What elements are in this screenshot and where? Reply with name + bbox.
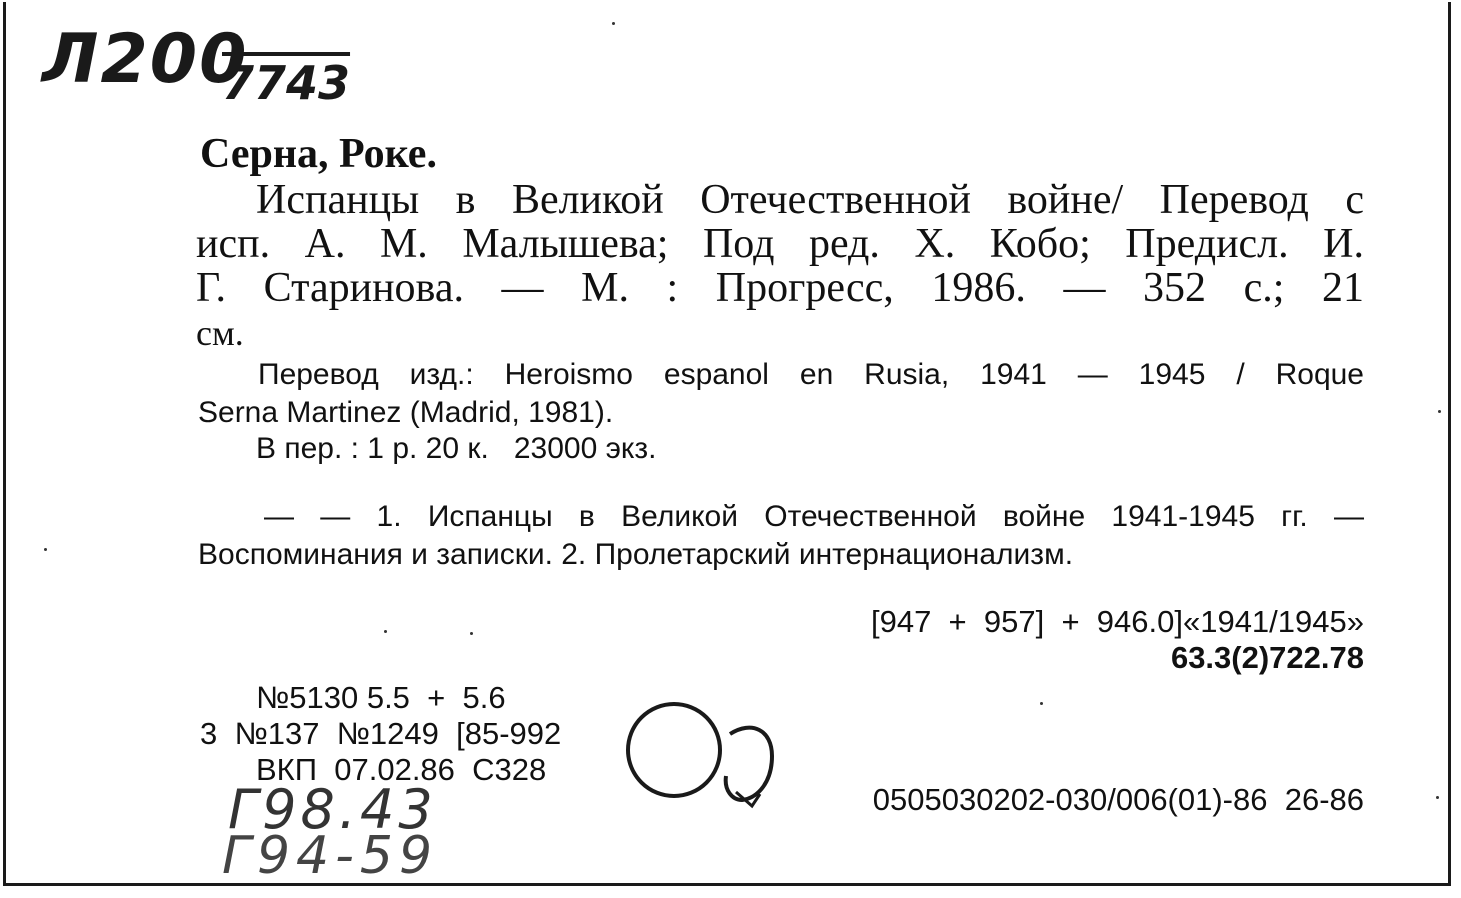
dust-speck xyxy=(384,630,387,633)
author-heading: Серна, Роке. xyxy=(200,131,437,177)
title-line-1: Испанцы в Великой Отечественной войне/ Перевод с xyxy=(256,177,1364,223)
code-line-2: 3 №137 №1249 [85-992 xyxy=(200,716,562,751)
dust-speck xyxy=(44,548,47,551)
classification-bbk: 63.3(2)722.78 xyxy=(1170,640,1364,675)
handwritten-shelf-number: 7743 xyxy=(222,56,351,110)
dust-speck xyxy=(1438,410,1441,413)
title-line-2: исп. А. М. Малышева; Под ред. Х. Кобо; Предисл. И. xyxy=(196,221,1364,267)
title-line-3: Г. Старинова. — М. : Прогресс, 1986. — 352 с.; 21 xyxy=(196,265,1364,311)
original-title-line-1: Перевод изд.: Heroismo espanol en Rusia, 1941 — 1945 / Roque xyxy=(258,358,1364,391)
subject-line-2: Воспоминания и записки. 2. Пролетарский интернационализм. xyxy=(198,538,1074,571)
handwritten-number-2: Г94-59 xyxy=(222,826,439,886)
dust-speck xyxy=(612,22,615,25)
title-line-4: см. xyxy=(196,313,244,353)
hand-drawn-loop-mark xyxy=(612,690,792,820)
price-line: В пер. : 1 р. 20 к. 23000 экз. xyxy=(256,432,657,465)
dust-speck xyxy=(470,632,473,635)
classification-udc: [947 + 957] + 946.0]«1941/1945» xyxy=(871,604,1364,639)
original-title-line-2: Serna Martinez (Madrid, 1981). xyxy=(198,396,614,429)
subject-line-1: — — 1. Испанцы в Великой Отечественной войне 1941-1945 гг. — xyxy=(264,500,1364,533)
handwritten-shelf-mark: Л200 xyxy=(42,20,249,99)
handwritten-number-1: Г98.43 xyxy=(228,778,437,841)
dust-speck xyxy=(1040,702,1043,705)
dust-speck xyxy=(1436,796,1439,799)
code-line-3: ВКП 07.02.86 С328 xyxy=(256,752,547,787)
bottom-code: 0505030202-030/006(01)-86 26-86 xyxy=(872,782,1364,817)
code-line-1: №5130 5.5 + 5.6 xyxy=(256,680,506,715)
